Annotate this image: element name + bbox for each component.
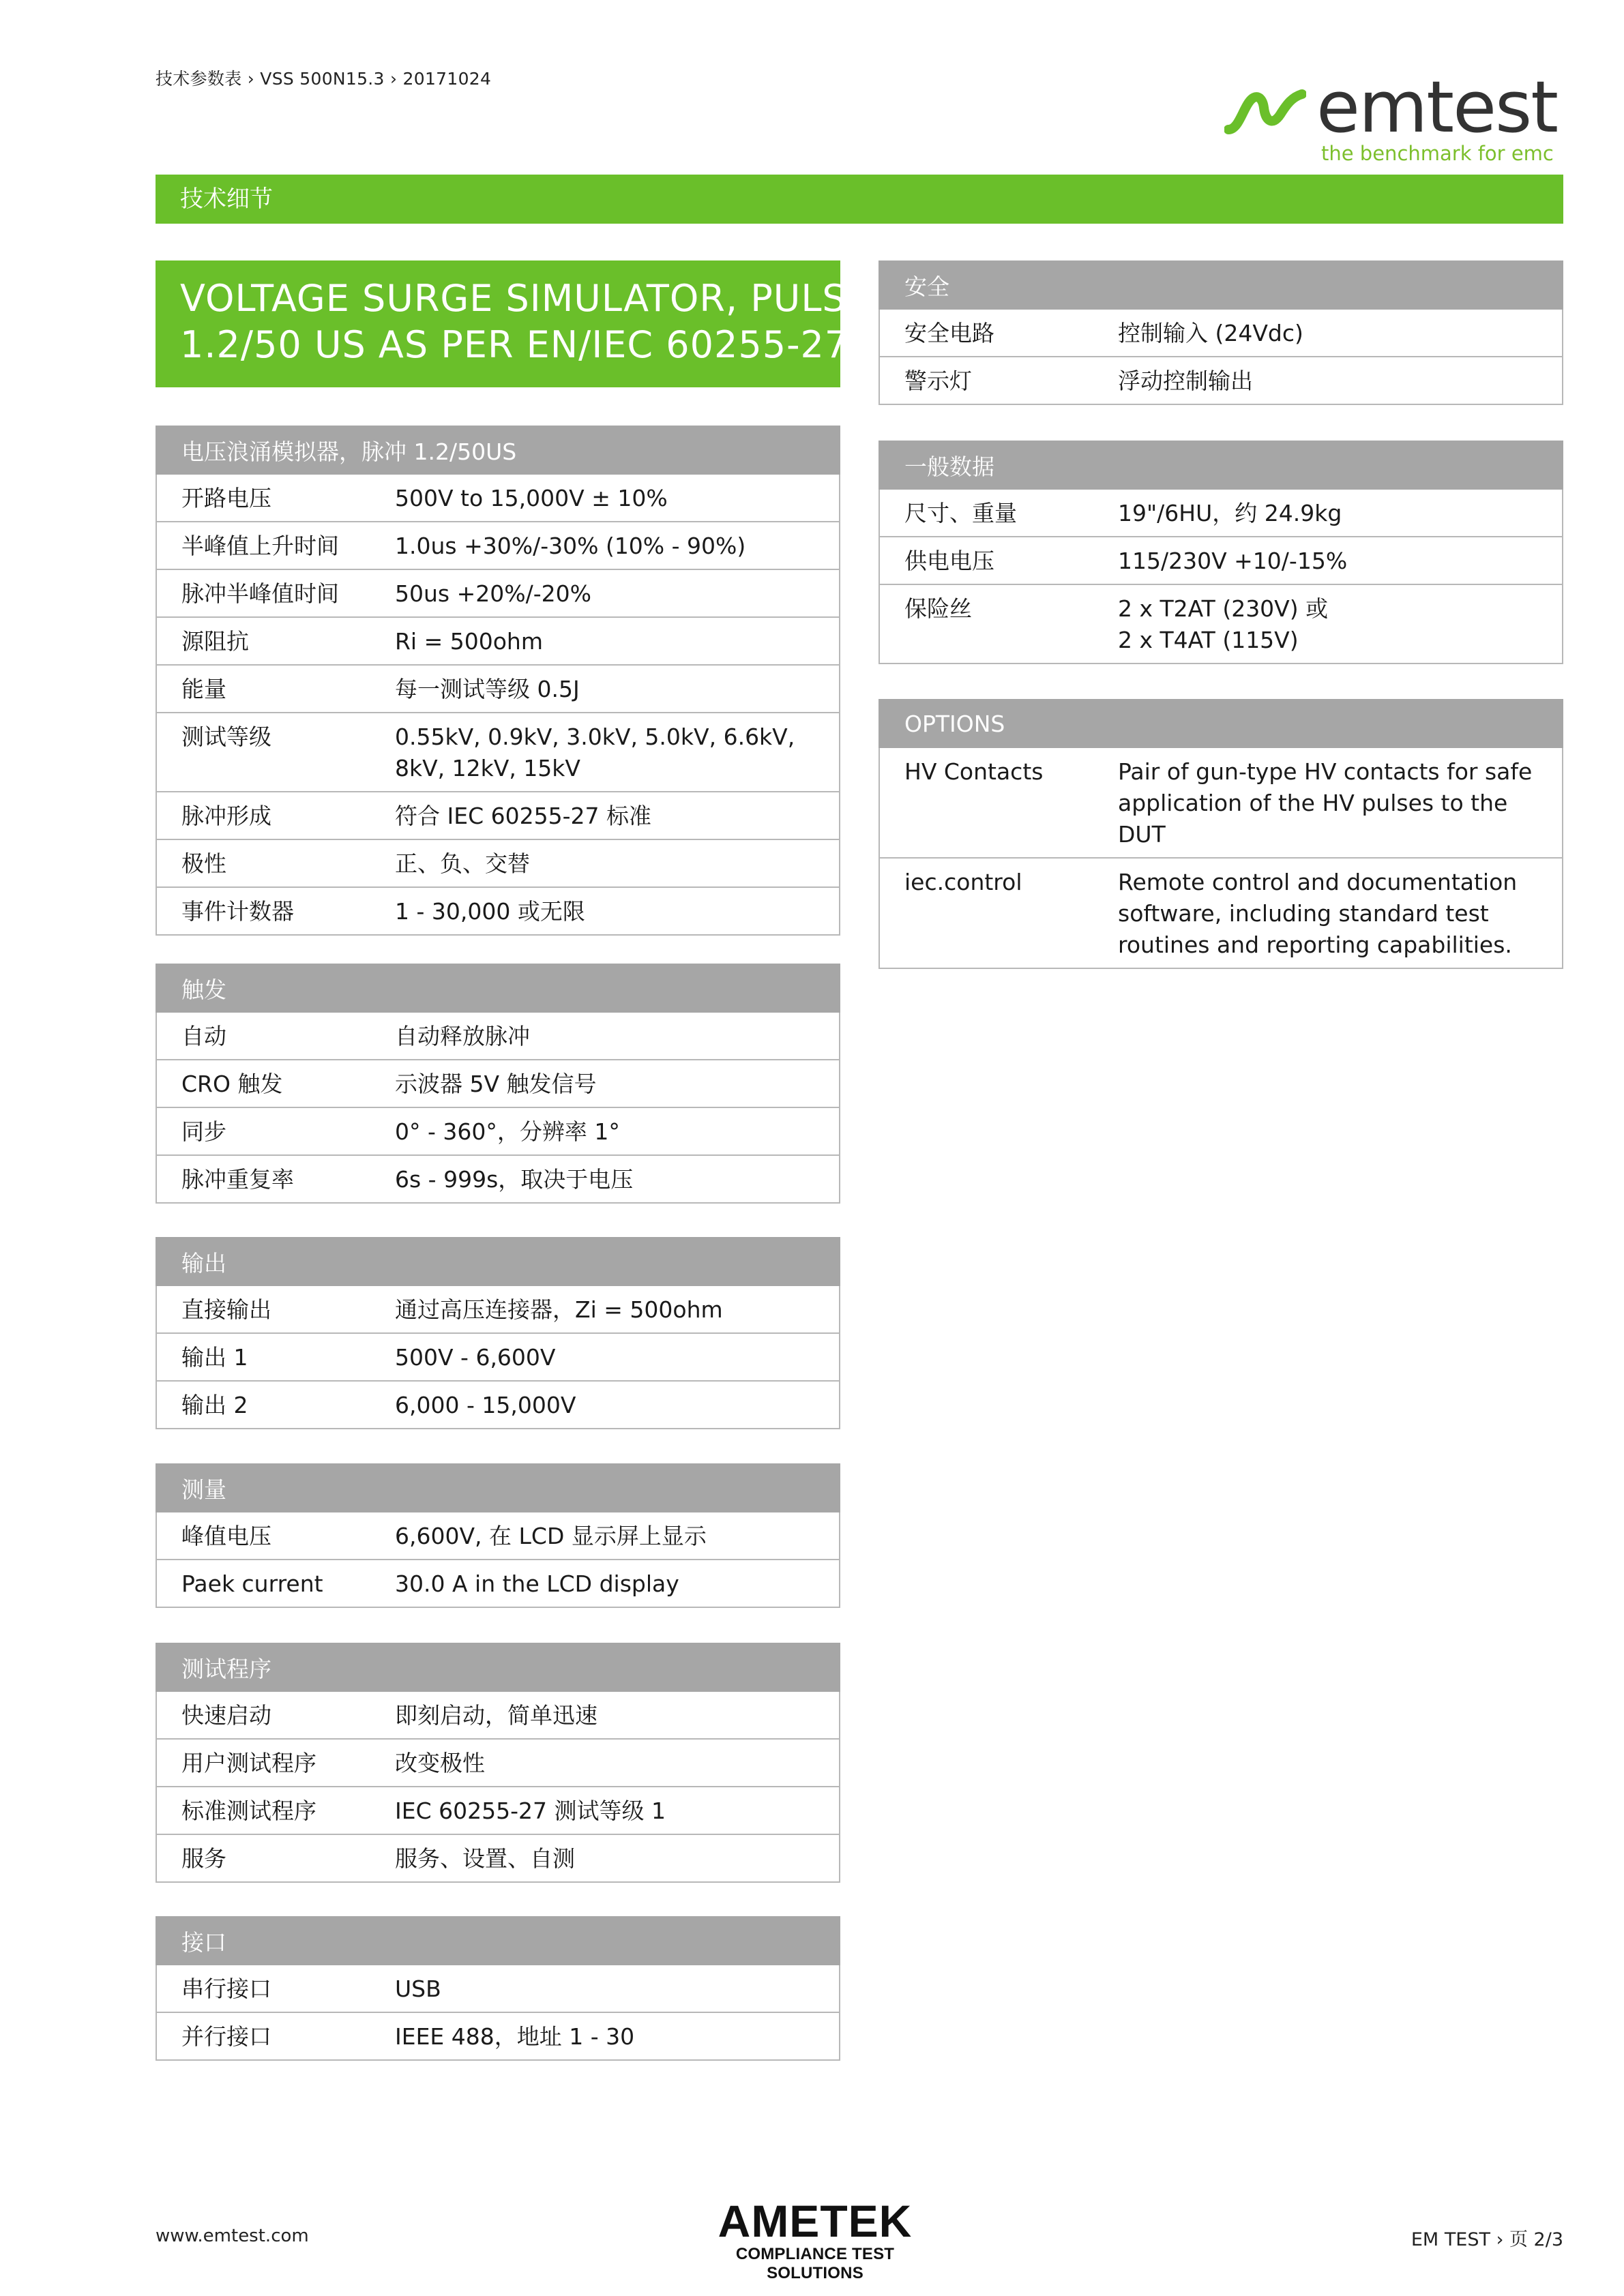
spec-value: 正、负、交替 (395, 839, 840, 887)
spec-table-interface (156, 1916, 840, 2061)
product-title-line-1: VOLTAGE SURGE SIMULATOR, PULSE (180, 277, 870, 320)
table-row (156, 1060, 840, 1107)
spec-label: 标准测试程序 (156, 1787, 395, 1834)
spec-label: 输出 1 (156, 1333, 395, 1381)
table-header: 测试程序 (156, 1643, 840, 1691)
emtest-logo (1224, 65, 1559, 173)
spec-label: 供电电压 (879, 537, 1118, 584)
spec-value: 1.0us +30%/-30% (10% - 90%) (395, 522, 840, 569)
product-title (156, 260, 870, 387)
spec-value: 每一测试等级 0.5J (395, 665, 840, 713)
spec-label: 脉冲形成 (156, 792, 395, 839)
table-row (156, 1107, 840, 1155)
spec-label: 脉冲半峰值时间 (156, 569, 395, 617)
table-row (156, 1381, 840, 1429)
spec-label: 事件计数器 (156, 887, 395, 935)
spec-value: 6s - 999s，取决于电压 (395, 1155, 840, 1203)
spec-value: 符合 IEC 60255-27 标准 (395, 792, 840, 839)
table-row (156, 474, 840, 522)
spec-value: 19"/6HU，约 24.9kg (1118, 489, 1563, 537)
spec-value: USB (395, 1965, 840, 2012)
spec-label: 同步 (156, 1107, 395, 1155)
spec-value: 6,600V, 在 LCD 显示屏上显示 (395, 1512, 840, 1560)
spec-value: Pair of gun-type HV contacts for safe application of the HV pulses to the DUT (1118, 747, 1563, 858)
table-header: 测量 (156, 1464, 840, 1512)
table-row (156, 522, 840, 569)
spec-value: 通过高压连接器，Zi = 500ohm (395, 1285, 840, 1333)
spec-table-safety (879, 260, 1563, 405)
spec-value: 改变极性 (395, 1739, 840, 1787)
spec-value: 示波器 5V 触发信号 (395, 1060, 840, 1107)
spec-value: 0.55kV, 0.9kV, 3.0kV, 5.0kV, 6.6kV, 8kV, 12kV, 15kV (395, 713, 840, 792)
table-header: 输出 (156, 1238, 840, 1285)
table-row (156, 792, 840, 839)
spec-value: 30.0 A in the LCD display (395, 1560, 840, 1607)
table-row (879, 357, 1563, 404)
spec-label: iec.control (879, 858, 1118, 968)
logo-wordmark: emtest (1316, 65, 1558, 149)
table-row (156, 1012, 840, 1060)
table-row (879, 584, 1563, 664)
table-header: OPTIONS (879, 700, 1563, 747)
spec-label: 服务 (156, 1834, 395, 1882)
table-row (879, 537, 1563, 584)
table-row (879, 489, 1563, 537)
ametek-logo (685, 2196, 945, 2283)
table-row (156, 1965, 840, 2012)
table-row (156, 617, 840, 665)
spec-value: 1 - 30,000 或无限 (395, 887, 840, 935)
table-row (156, 1787, 840, 1834)
spec-value: 115/230V +10/-15% (1118, 537, 1563, 584)
table-header: 接口 (156, 1917, 840, 1965)
spec-value: 6,000 - 15,000V (395, 1381, 840, 1429)
spec-label: 半峰值上升时间 (156, 522, 395, 569)
spec-value: IEEE 488，地址 1 - 30 (395, 2012, 840, 2060)
spec-label: 尺寸、重量 (879, 489, 1118, 537)
table-header: 电压浪涌模拟器，脉冲 1.2/50US (156, 426, 840, 474)
table-row (156, 665, 840, 713)
table-row (156, 1155, 840, 1203)
ametek-tagline: COMPLIANCE TEST SOLUTIONS (735, 2245, 895, 2282)
spec-value: 500V to 15,000V ± 10% (395, 474, 840, 522)
logo-tagline: the benchmark for emc (1321, 142, 1554, 165)
spec-label: 开路电压 (156, 474, 395, 522)
table-row (156, 839, 840, 887)
spec-table-output (156, 1237, 840, 1429)
table-row (156, 887, 840, 935)
spec-value: 服务、设置、自测 (395, 1834, 840, 1882)
spec-label: 测试等级 (156, 713, 395, 792)
table-row (156, 713, 840, 792)
table-header: 一般数据 (879, 441, 1563, 489)
spec-table-surge (156, 426, 840, 936)
table-row (156, 1739, 840, 1787)
spec-label: HV Contacts (879, 747, 1118, 858)
spec-label: 源阻抗 (156, 617, 395, 665)
spec-value: Remote control and documentation software, including standard test routines and reporting capabilities. (1118, 858, 1563, 968)
product-title-line-2: 1.2/50 US AS PER EN/IEC 60255-27 (180, 323, 849, 366)
spec-label: 输出 2 (156, 1381, 395, 1429)
spec-label: CRO 触发 (156, 1060, 395, 1107)
spec-value: IEC 60255-27 测试等级 1 (395, 1787, 840, 1834)
breadcrumb: 技术参数表 › VSS 500N15.3 › 20171024 (156, 69, 492, 89)
spec-label: 串行接口 (156, 1965, 395, 2012)
spec-label: 极性 (156, 839, 395, 887)
spec-value: Ri = 500ohm (395, 617, 840, 665)
table-row (156, 1512, 840, 1560)
spec-label: Paek current (156, 1560, 395, 1607)
spec-label: 并行接口 (156, 2012, 395, 2060)
table-row (879, 858, 1563, 968)
spec-label: 脉冲重复率 (156, 1155, 395, 1203)
spec-label: 用户测试程序 (156, 1739, 395, 1787)
spec-value: 500V - 6,600V (395, 1333, 840, 1381)
spec-table-trigger (156, 964, 840, 1204)
table-row (156, 2012, 840, 2060)
spec-label: 保险丝 (879, 584, 1118, 664)
spec-label: 能量 (156, 665, 395, 713)
table-row (156, 1285, 840, 1333)
spec-label: 安全电路 (879, 309, 1118, 357)
spec-value: 50us +20%/-20% (395, 569, 840, 617)
spec-label: 自动 (156, 1012, 395, 1060)
spec-value: 控制输入 (24Vdc) (1118, 309, 1563, 357)
table-header: 安全 (879, 261, 1563, 309)
table-row (156, 1560, 840, 1607)
spec-value: 2 x T2AT (230V) 或 2 x T4AT (115V) (1118, 584, 1563, 664)
page-number: EM TEST › 页 2/3 (1411, 2229, 1563, 2250)
spec-table-test-program (156, 1643, 840, 1883)
spec-label: 峰值电压 (156, 1512, 395, 1560)
table-row (156, 1691, 840, 1739)
spec-table-general-data (879, 441, 1563, 664)
spec-value: 浮动控制输出 (1118, 357, 1563, 404)
spec-label: 警示灯 (879, 357, 1118, 404)
table-row (156, 569, 840, 617)
table-row (879, 747, 1563, 858)
spec-table-measurement (156, 1463, 840, 1608)
spec-label: 快速启动 (156, 1691, 395, 1739)
spec-value: 自动释放脉冲 (395, 1012, 840, 1060)
ametek-wordmark: AMETEK (718, 2196, 913, 2246)
spec-value: 0° - 360°，分辨率 1° (395, 1107, 840, 1155)
spec-table-options (879, 699, 1563, 969)
section-banner: 技术细节 (156, 175, 1563, 224)
table-header: 触发 (156, 964, 840, 1012)
table-row (879, 309, 1563, 357)
table-row (156, 1834, 840, 1882)
spec-label: 直接输出 (156, 1285, 395, 1333)
footer-website[interactable]: www.emtest.com (156, 2226, 309, 2246)
table-row (156, 1333, 840, 1381)
emtest-wave-icon (1224, 85, 1306, 139)
spec-value: 即刻启动，简单迅速 (395, 1691, 840, 1739)
